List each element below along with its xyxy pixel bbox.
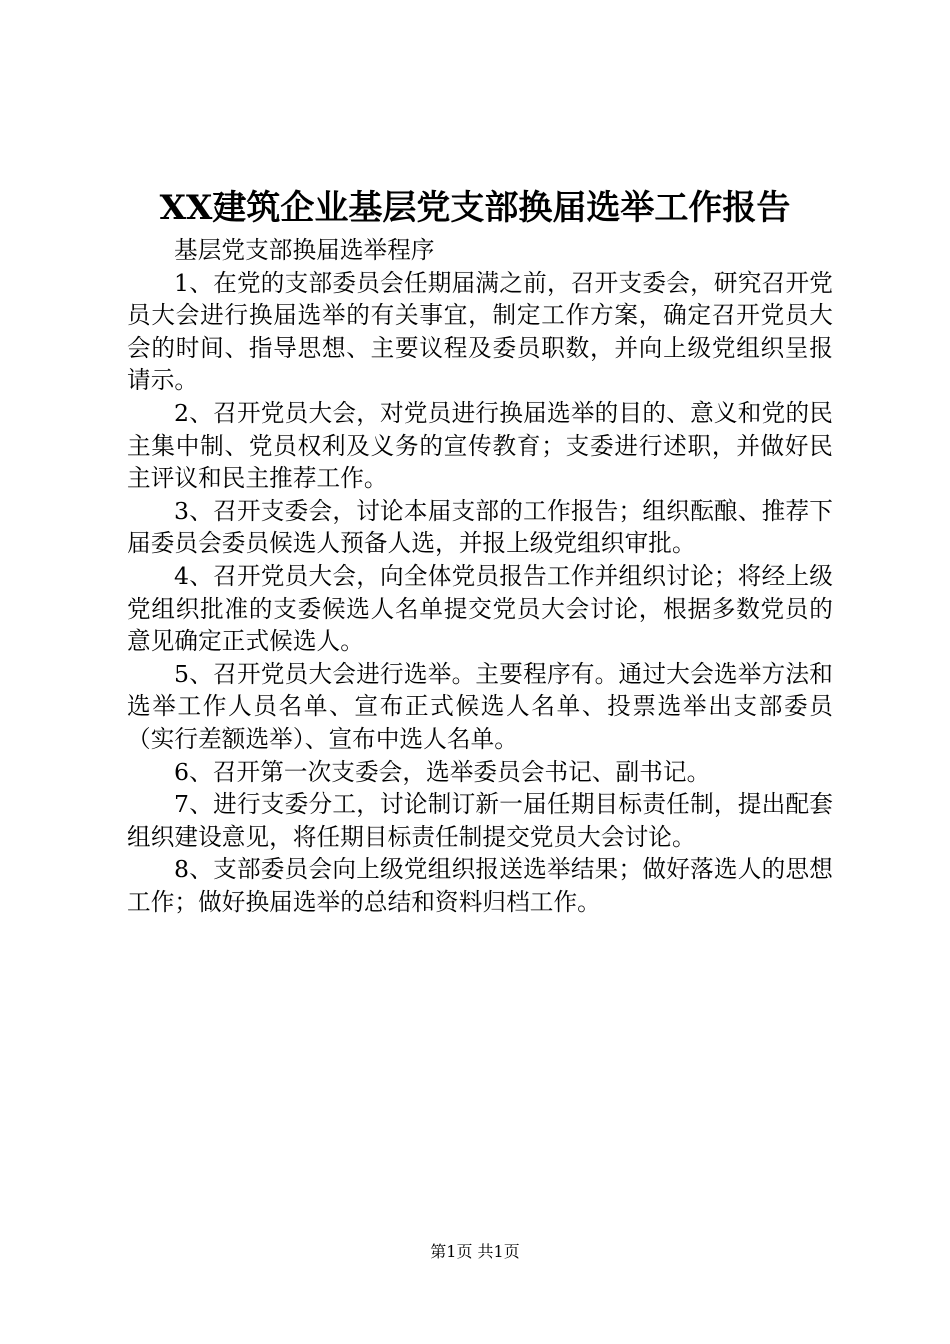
paragraph-step-2: 2、召开党员大会，对党员进行换届选举的目的、意义和党的民主集中制、党员权利及义务的宣传教育；支委进行述职，并做好民主评议和民主推荐工作。	[127, 398, 833, 493]
paragraph-step-6: 6、召开第一次支委会，选举委员会书记、副书记。	[174, 757, 711, 786]
paragraph-step-5: 5、召开党员大会进行选举。主要程序有。通过大会选举方法和选举工作人员名单、宣布正式候选人名单、投票选举出支部委员（实行差额选举）、宣布中选人名单。	[127, 659, 833, 753]
paragraph-step-8: 8、支部委员会向上级党组织报送选举结果；做好落选人的思想工作；做好换届选举的总结和资料归档工作。	[127, 855, 833, 916]
paragraph-step-1: 1、在党的支部委员会任期届满之前，召开支委会，研究召开党员大会进行换届选举的有关事宜，制定工作方案，确定召开党员大会的时间、指导思想、主要议程及委员职数，并向上级党组织呈报请示。	[127, 268, 833, 395]
paragraph-heading: 基层党支部换届选举程序	[174, 236, 435, 264]
paragraph-step-4: 4、召开党员大会，向全体党员报告工作并组织讨论；将经上级党组织批准的支委候选人名单提交党员大会讨论，根据多数党员的意见确定正式候选人。	[127, 561, 833, 656]
document-title: XX建筑企业基层党支部换届选举工作报告	[159, 188, 791, 228]
document-body	[127, 234, 833, 918]
page-footer: 第1页 共1页	[430, 1242, 520, 1261]
paragraph-step-7: 7、进行支委分工，讨论制订新一届任期目标责任制，提出配套组织建设意见，将任期目标责任制提交党员大会讨论。	[127, 790, 833, 851]
paragraph-step-3: 3、召开支委会，讨论本届支部的工作报告；组织酝酿、推荐下届委员会委员候选人预备人选，并报上级党组织审批。	[127, 496, 833, 558]
